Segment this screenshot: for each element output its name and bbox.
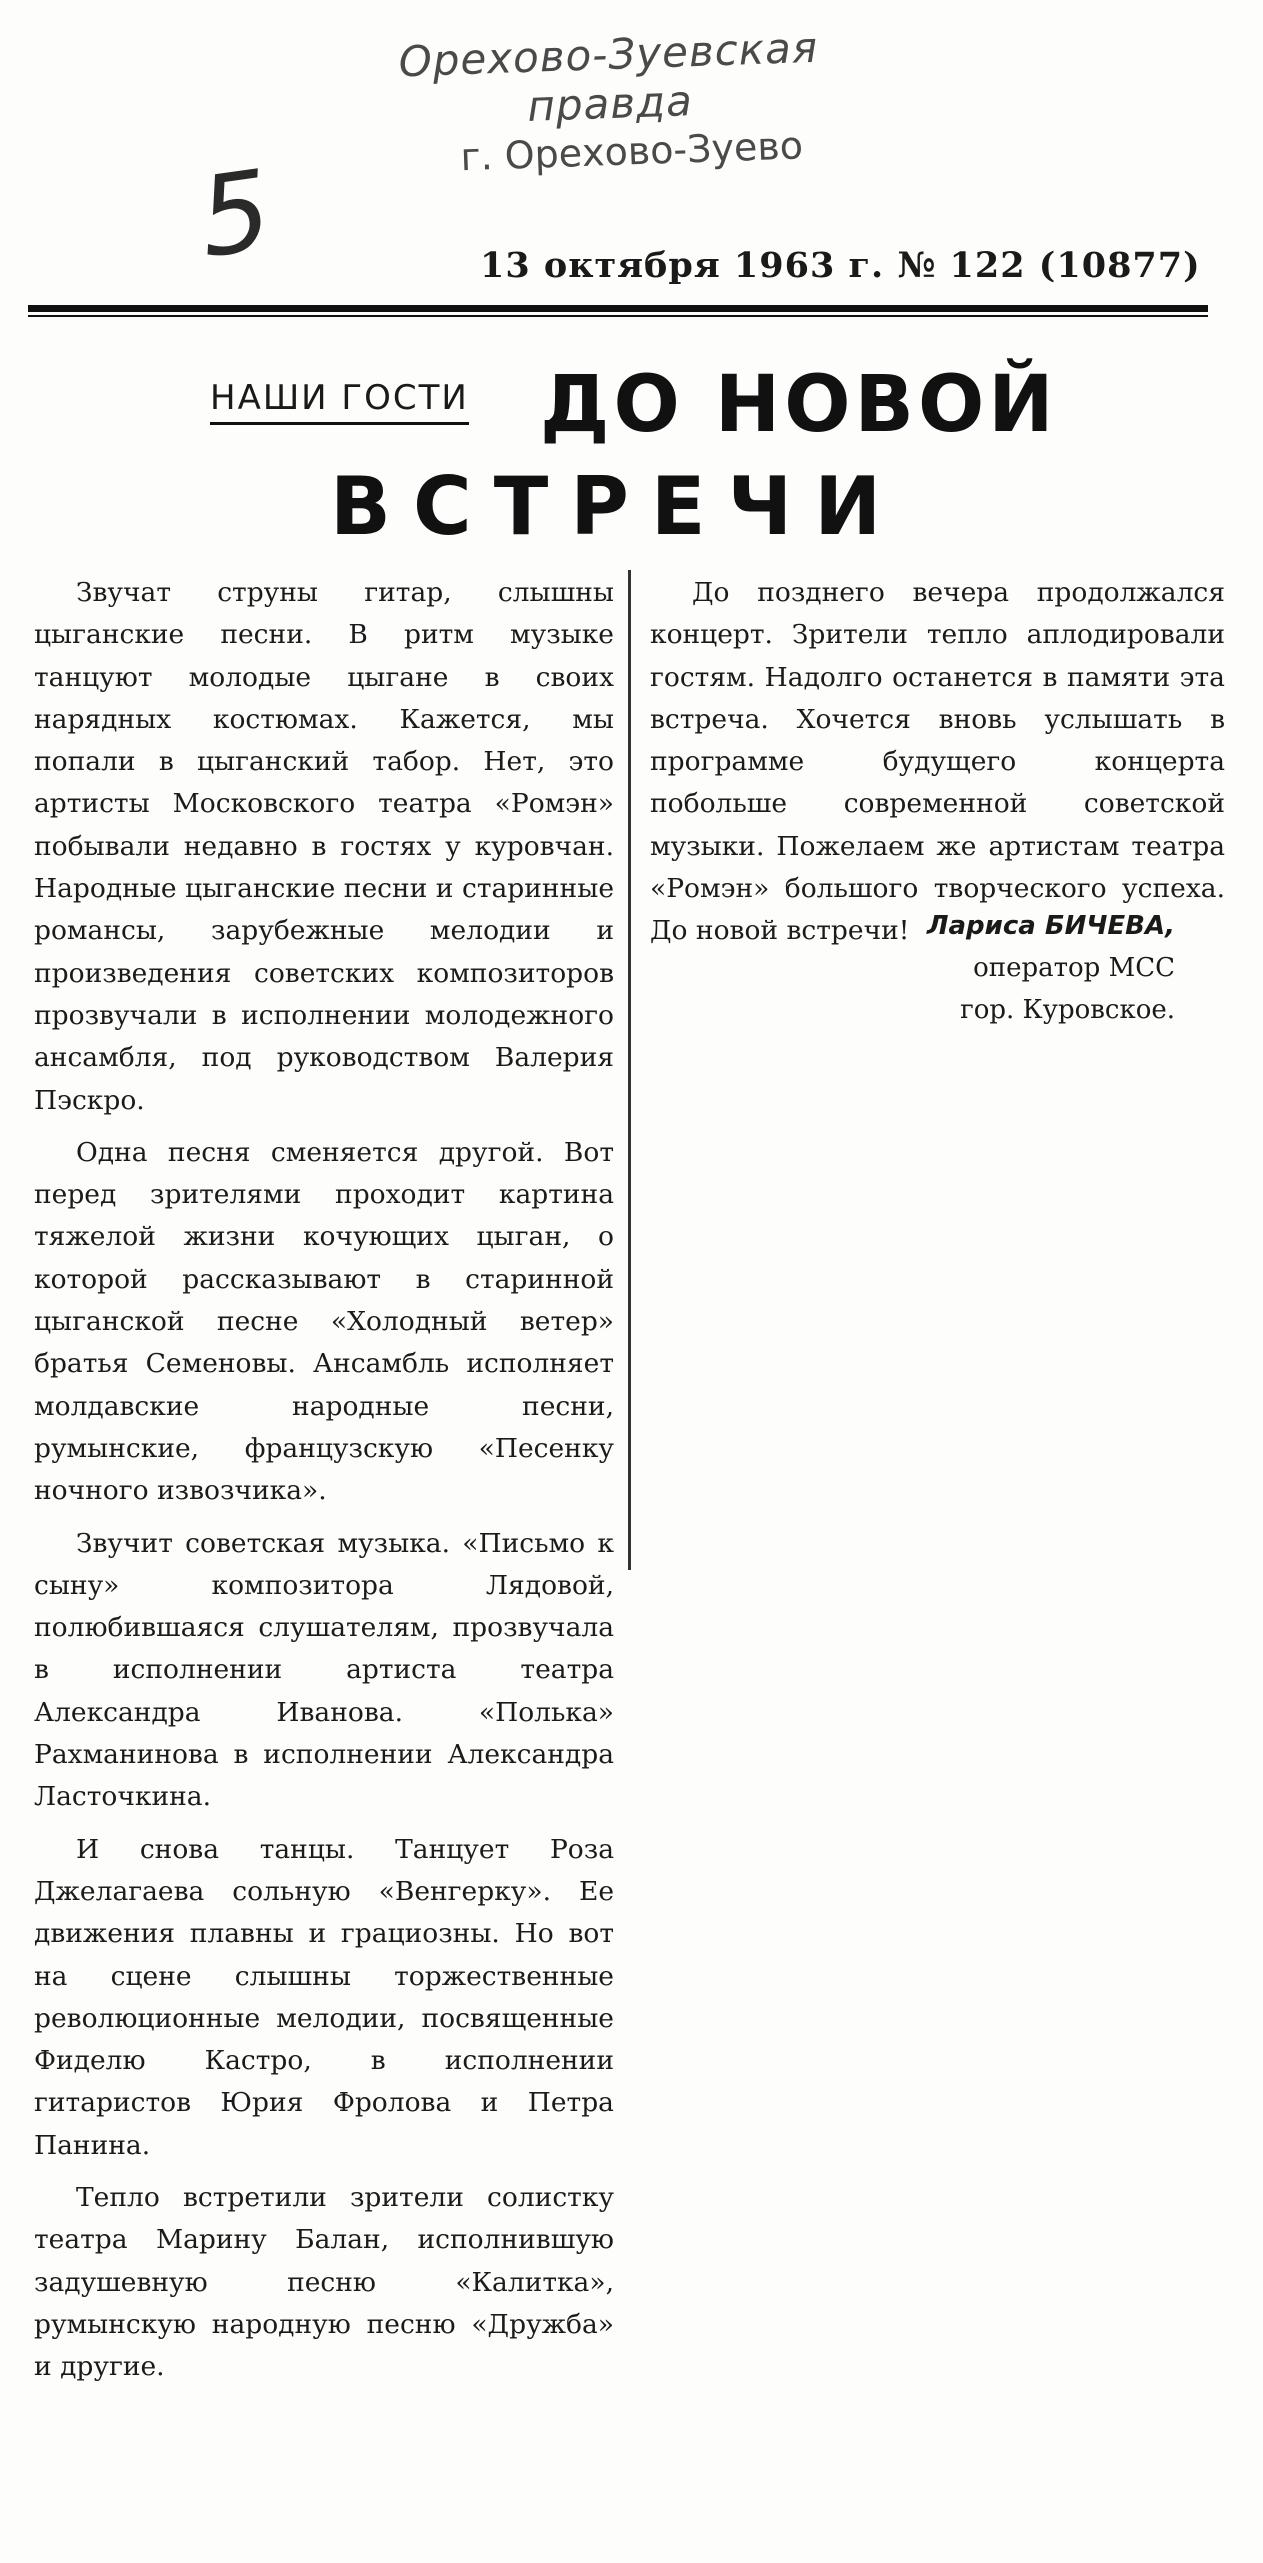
source-stamp: [328, 20, 893, 183]
article-column-right: [650, 572, 1225, 953]
article-paragraph: Одна песня сменяется другой. Вот перед зрителями проходит картина тяжелой жизни кочующих цыган, о которой рассказывают в старинной цыганской песне «Холодный ветер» братья Семеновы. Ансамбль исполняет молдавские народные песни, румынские, французскую «Песенку ночного извозчика».: [34, 1136, 614, 1507]
header-rule-thick: [28, 305, 1208, 312]
handwritten-margin-mark: 5: [191, 145, 279, 283]
article-paragraph: Звучит советская музыка. «Письмо к сыну» композитора Лядовой, полюбившаяся слушателям, прозвучала в исполнении артиста театра Александра Иванова. «Полька» Рахманинова в исполнении Александра Ласточкина.: [34, 1527, 614, 1813]
source-newspaper-name: Орехово-Зуевская правда: [397, 22, 819, 131]
author-position: оператор МСС: [973, 953, 1175, 983]
article-paragraph: Тепло встретили зрители солистку театра Марину Балан, исполнившую задушевную песню «Калитка», румынскую народную песню «Дружба» и другие.: [34, 2181, 614, 2383]
author-signature: [927, 905, 1175, 1031]
article-paragraph: И снова танцы. Танцует Роза Джелагаева сольную «Венгерку». Ее движения плавны и грациозны. Но вот на сцене слышны торжественные революционные мелодии, посвященные Фиделю Кастро, в исполнении гитаристов Юрия Фролова и Петра Панина.: [34, 1833, 614, 2161]
article-column-left: [34, 572, 614, 2388]
article-paragraph: Звучат струны гитар, слышны цыганские песни. В ритм музыке танцуют молодые цыгане в своих нарядных костюмах. Кажется, мы попали в цыганский табор. Нет, это артисты Московского театра «Ромэн» побывали недавно в гостях у куровчан. Народные цыганские песни и старинные романсы, зарубежные мелодии и произведения советских композиторов прозвучали в исполнении молодежного ансамбля, под руководством Валерия Пэскро.: [34, 577, 614, 1116]
headline-line-2: ВСТРЕЧИ: [330, 460, 904, 553]
rubric-label: НАШИ ГОСТИ: [210, 378, 469, 425]
headline-line-1: ДО НОВОЙ: [540, 360, 1058, 450]
article-paragraph: До позднего вечера продолжался концерт. Зрители тепло аплодировали гостям. Надолго останется в памяти эта встреча. Хочется вновь услышать в программе будущего концерта побольше современной советской музыки. Пожелаем же артистам театра «Ромэн» большого творческого успеха. До новой встречи!: [650, 577, 1225, 947]
source-city: г. Орехово-Зуево: [459, 123, 804, 180]
author-place: гор. Куровское.: [960, 995, 1175, 1025]
column-divider: [628, 570, 631, 1570]
issue-date-number: 13 октября 1963 г. № 122 (10877): [480, 245, 1201, 286]
author-name: Лариса БИЧЕВА,: [926, 911, 1175, 941]
header-rule-thin: [28, 315, 1208, 317]
